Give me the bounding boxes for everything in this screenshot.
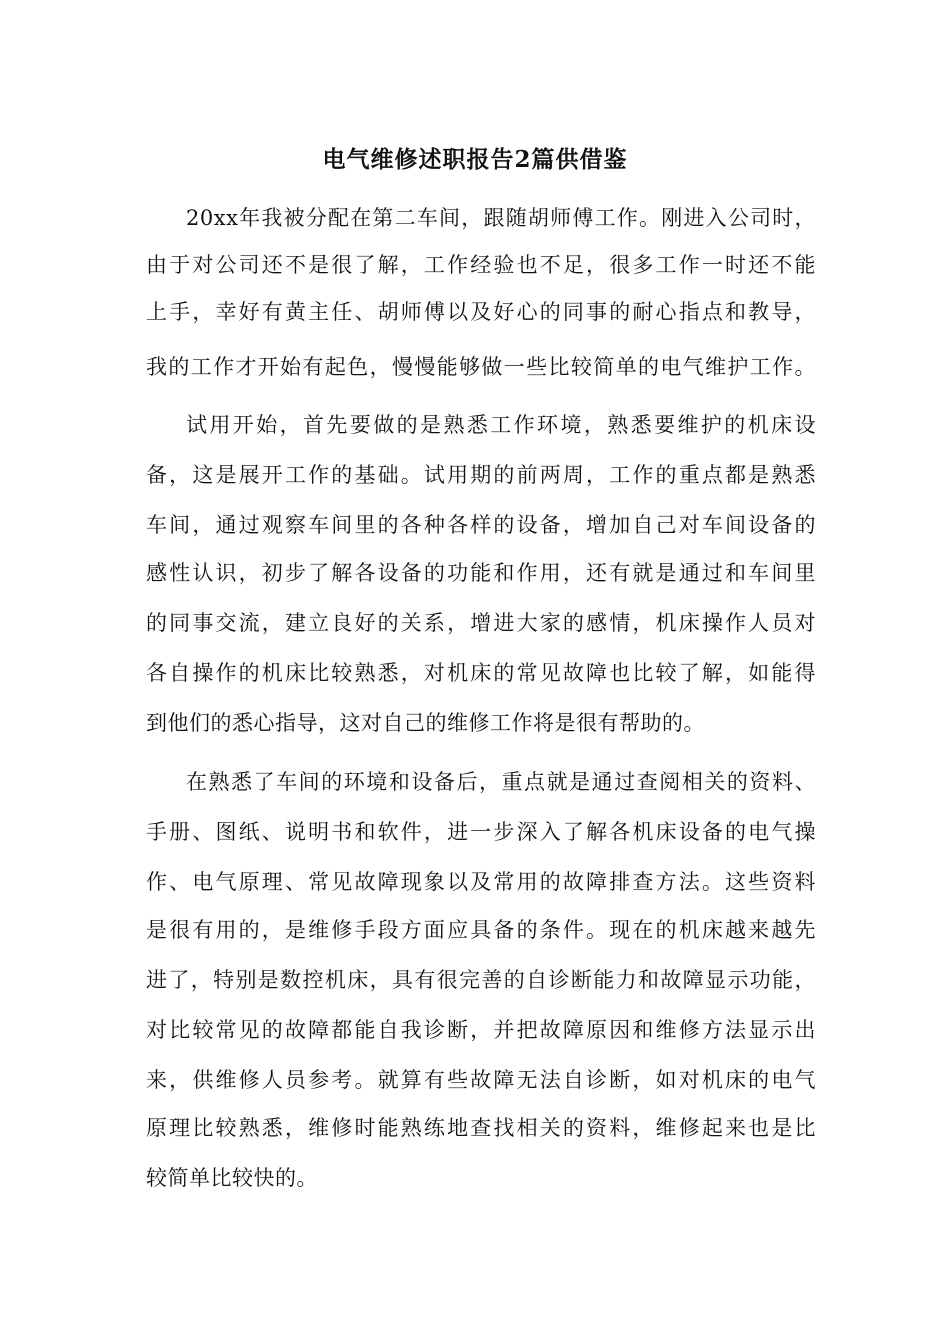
- paragraph-line: 作、电气原理、常见故障现象以及常用的故障排查方法。这些资料: [146, 870, 816, 894]
- paragraph-line: 是很有用的，是维修手段方面应具备的条件。现在的机床越来越先: [146, 918, 816, 942]
- paragraph-line: 原理比较熟悉，维修时能熟练地查找相关的资料，维修起来也是比: [146, 1116, 816, 1140]
- paragraph-line: 手册、图纸、说明书和软件，进一步深入了解各机床设备的电气操: [146, 820, 816, 844]
- paragraph-line: 到他们的悉心指导，这对自己的维修工作将是很有帮助的。: [146, 711, 705, 735]
- paragraph-line: 来，供维修人员参考。就算有些故障无法自诊断，如对机床的电气: [146, 1068, 816, 1092]
- paragraph-line: 我的工作才开始有起色，慢慢能够做一些比较简单的电气维护工作。: [146, 355, 816, 379]
- paragraph-line: 车间，通过观察车间里的各种各样的设备，增加自己对车间设备的: [146, 513, 816, 537]
- paragraph-line: 的同事交流，建立良好的关系，增进大家的感情，机床操作人员对: [146, 611, 816, 635]
- paragraph-line: 由于对公司还不是很了解，工作经验也不足，很多工作一时还不能: [146, 253, 816, 277]
- paragraph-line: 上手，幸好有黄主任、胡师傅以及好心的同事的耐心指点和教导，: [146, 300, 816, 324]
- paragraph-line: 感性认识，初步了解各设备的功能和作用，还有就是通过和车间里: [146, 561, 816, 585]
- paragraph-line: 对比较常见的故障都能自我诊断，并把故障原因和维修方法显示出: [146, 1018, 816, 1042]
- paragraph-line: 备，这是展开工作的基础。试用期的前两周，工作的重点都是熟悉: [146, 463, 816, 487]
- paragraph-line: 较简单比较快的。: [146, 1166, 318, 1190]
- paragraph-line: 20xx年我被分配在第二车间，跟随胡师傅工作。刚进入公司时，: [186, 206, 816, 230]
- document-title: 电气维修述职报告2篇供借鉴: [322, 146, 628, 173]
- paragraph-line: 试用开始，首先要做的是熟悉工作环境，熟悉要维护的机床设: [186, 413, 816, 437]
- paragraph-line: 各自操作的机床比较熟悉，对机床的常见故障也比较了解，如能得: [146, 661, 816, 685]
- paragraph-line: 在熟悉了车间的环境和设备后，重点就是通过查阅相关的资料、: [186, 770, 816, 794]
- paragraph-line: 进了，特别是数控机床，具有很完善的自诊断能力和故障显示功能，: [146, 968, 816, 992]
